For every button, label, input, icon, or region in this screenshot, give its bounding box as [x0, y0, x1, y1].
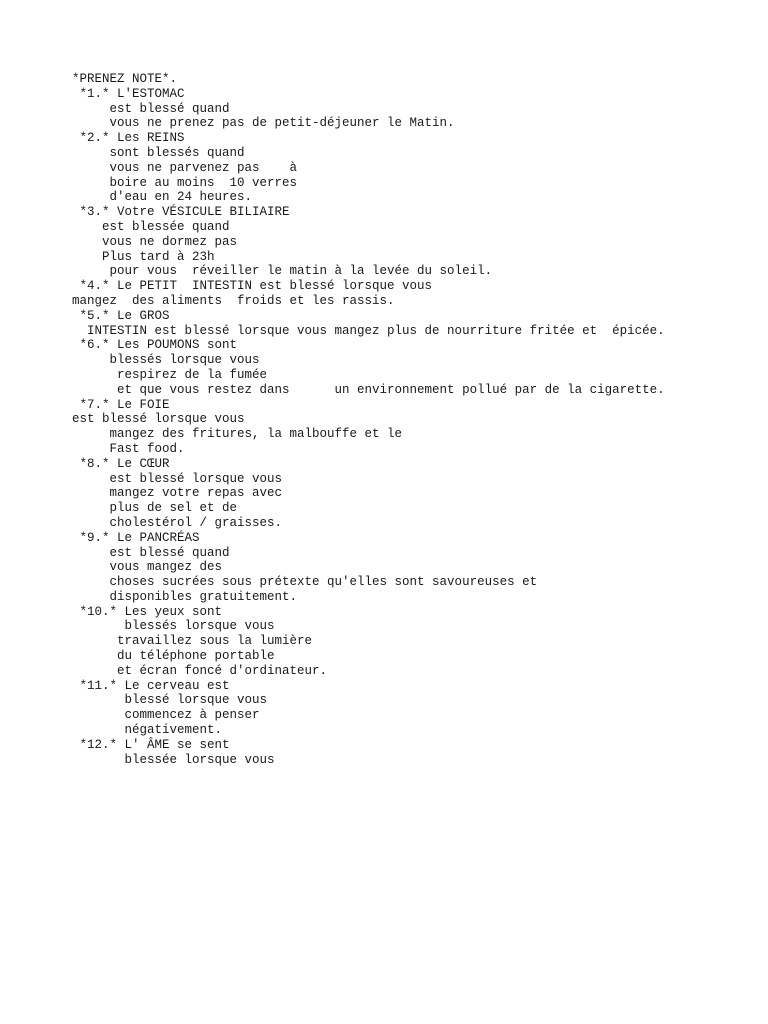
document-page [72, 72, 752, 767]
list-item-lungs: *6.* Les POUMONS sont blessés lorsque vous respirez de la fumée et que vous restez dans un environnement pollué par de la cigarette. [79, 338, 665, 397]
list-item-stomach: *1.* L'ESTOMAC est blessé quand vous ne prenez pas de petit-déjeuner le Matin. [79, 86, 455, 131]
item-list [72, 87, 752, 768]
document-title: *PRENEZ NOTE*. [72, 72, 178, 86]
list-item-pancreas: *9.* Le PANCRÉAS est blessé quand vous mangez des choses sucrées sous prétexte qu'elles sont savoureuses et disponibles gratuitement. [79, 530, 538, 604]
list-item-large-intestine: *5.* Le GROS INTESTIN est blessé lorsque vous mangez plus de nourriture fritée et épicée. [79, 308, 665, 338]
list-item-eyes: *10.* Les yeux sont blessés lorsque vous travaillez sous la lumière du téléphone portable et écran foncé d'ordinateur. [79, 604, 328, 678]
list-item-small-intestine: *4.* Le PETIT INTESTIN est blessé lorsque vous mangez des aliments froids et les rassis. [72, 279, 433, 308]
list-item-kidneys: *2.* Les REINS sont blessés quand vous ne parvenez pas à boire au moins 10 verres d'eau en 24 heures. [79, 131, 298, 205]
list-item-liver: *7.* Le FOIE est blessé lorsque vous mangez des fritures, la malbouffe et le Fast food. [72, 397, 403, 456]
list-item-gallbladder: *3.* Votre VÉSICULE BILIAIRE est blessée quand vous ne dormez pas Plus tard à 23h pour vous réveiller le matin à la levée du soleil. [79, 205, 493, 279]
list-item-heart: *8.* Le CŒUR est blessé lorsque vous mangez votre repas avec plus de sel et de cholestérol / graisses. [79, 456, 283, 530]
list-item-brain: *11.* Le cerveau est blessé lorsque vous commencez à penser négativement. [79, 678, 268, 738]
list-item-soul: *12.* L' ÂME se sent blessée lorsque vous [79, 737, 275, 767]
